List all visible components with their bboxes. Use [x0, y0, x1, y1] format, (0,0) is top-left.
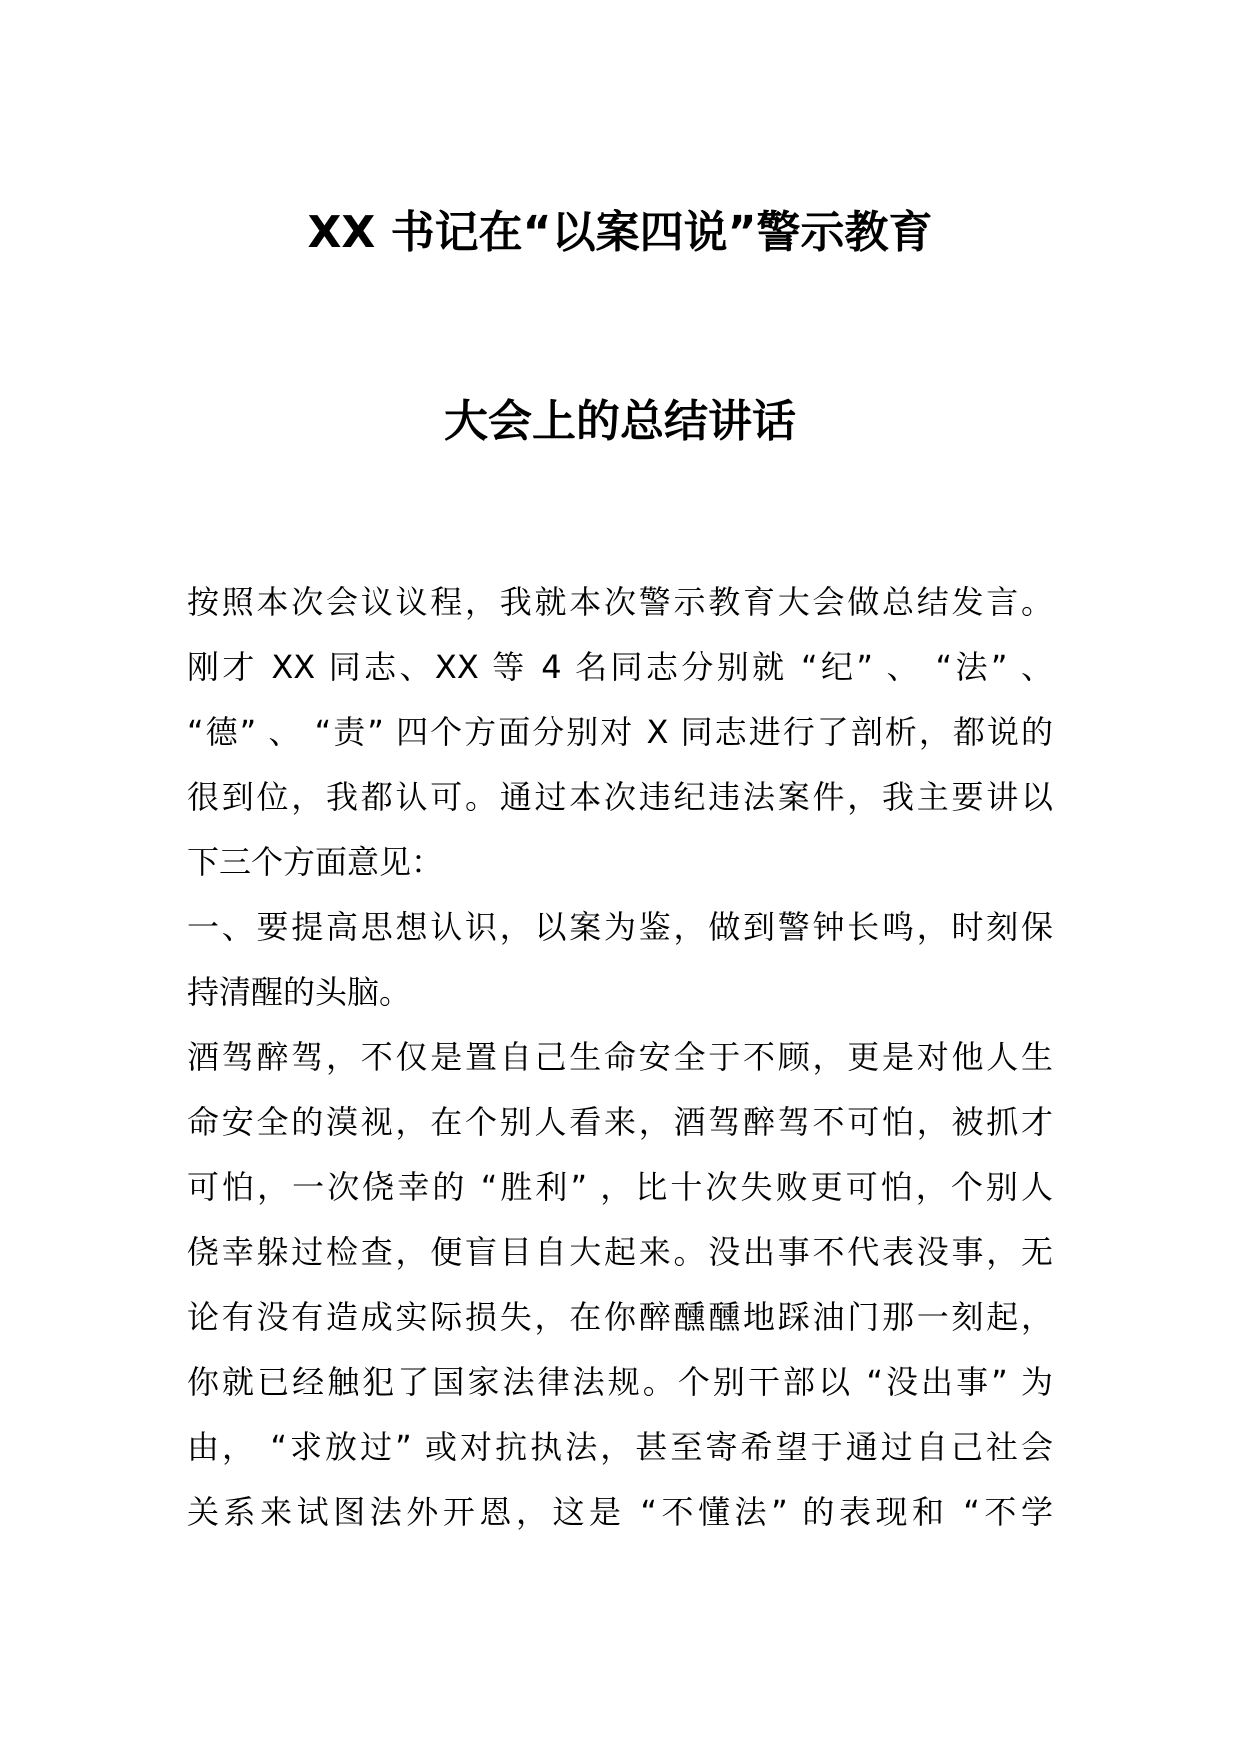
- body-line-10: 可怕，一次侥幸的 “胜利” ，比十次失败更可怕，个别人: [187, 1168, 1053, 1206]
- body-line-8: 酒驾醉驾，不仅是置自己生命安全于不顾，更是对他人生: [187, 1038, 1053, 1076]
- body-line-4: 很到位，我都认可。通过本次违纪违法案件，我主要讲以: [187, 778, 1053, 816]
- body-line-5: 下三个方面意见：: [187, 843, 444, 881]
- document-body: [187, 570, 1053, 1545]
- body-line-13: 你就已经触犯了国家法律法规。个别干部以 “没出事” 为: [187, 1363, 1053, 1401]
- body-line-3: “德” 、 “责” 四个方面分别对 X 同志进行了剖析，都说的: [187, 713, 1053, 751]
- body-line-6: 一、要提高思想认识，以案为鉴，做到警钟长鸣，时刻保: [187, 908, 1053, 946]
- body-line-12: 论有没有造成实际损失，在你醉醺醺地踩油门那一刻起，: [187, 1298, 1053, 1336]
- body-line-15: 关系来试图法外开恩，这是 “不懂法” 的表现和 “不学: [187, 1493, 1053, 1531]
- document-title-line-2: 大会上的总结讲话: [444, 396, 796, 447]
- body-line-7: 持清醒的头脑。: [187, 973, 412, 1011]
- document-title-line-1: XX 书记在“以案四说”警示教育: [307, 207, 933, 258]
- body-line-14: 由， “求放过” 或对抗执法，甚至寄希望于通过自己社会: [187, 1428, 1053, 1466]
- body-line-9: 命安全的漠视，在个别人看来，酒驾醉驾不可怕，被抓才: [187, 1103, 1053, 1141]
- body-line-11: 侥幸躲过检查，便盲目自大起来。没出事不代表没事，无: [187, 1233, 1053, 1271]
- body-line-1: 按照本次会议议程，我就本次警示教育大会做总结发言。: [187, 583, 1053, 621]
- body-line-2: 刚才 XX 同志、XX 等 4 名同志分别就 “纪” 、 “法” 、: [187, 648, 1053, 686]
